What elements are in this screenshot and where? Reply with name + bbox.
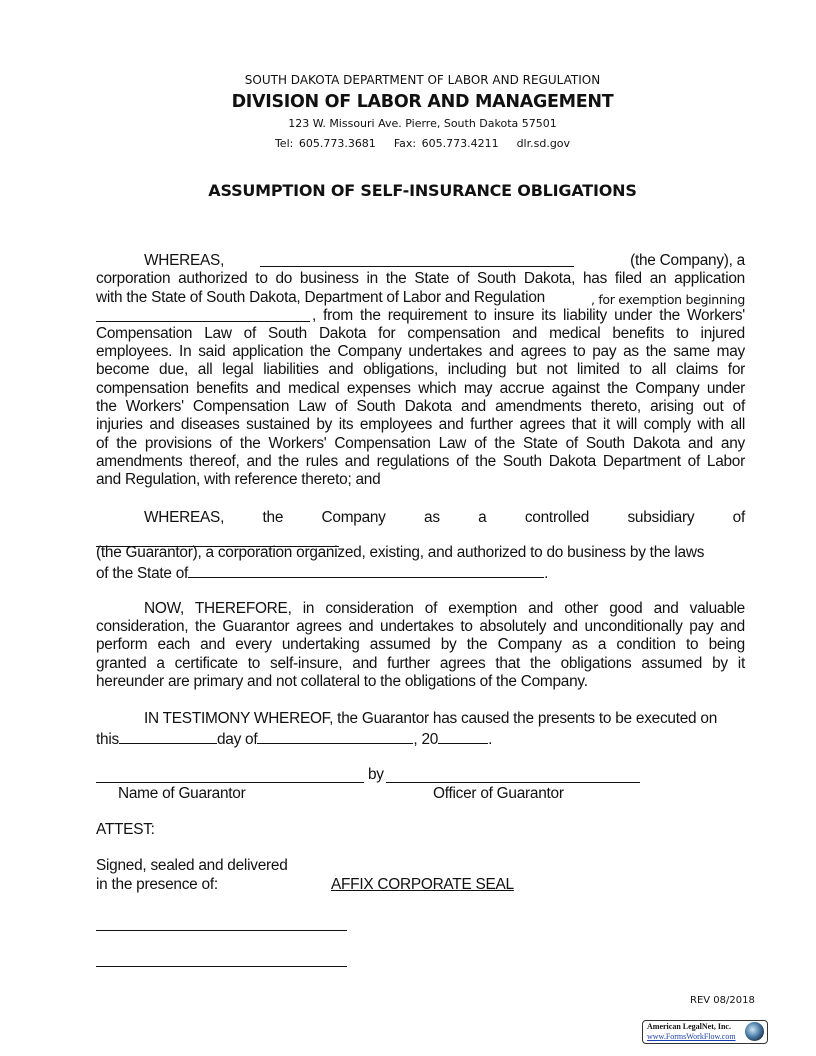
by-label: by [368, 766, 384, 783]
p1-line-10: injuries and diseases sustained by its employees and further agrees that it will comply with all [96, 416, 745, 433]
officer-signature-line[interactable] [386, 782, 640, 783]
p3-line-1: NOW, THEREFORE, in consideration of exemption and other good and valuable [144, 600, 745, 617]
p1-line-7: become due, all legal liabilities and obligations, including but not limited to all claims for [96, 361, 745, 378]
p1-line-3 [96, 289, 745, 307]
p1-line-4 [96, 307, 745, 325]
p1-line-9: the Workers' Compensation Law of South Dakota and amendments thereto, arising out of [96, 398, 745, 415]
p1-line-6: employees. In said application the Company undertakes and agrees to pay as the same may [96, 343, 745, 360]
document-title: ASSUMPTION OF SELF-INSURANCE OBLIGATIONS [208, 181, 637, 200]
p1-line-2: corporation authorized to do business in the State of South Dakota, has filed an application [96, 270, 745, 287]
revision-label: REV 08/2018 [690, 995, 755, 1006]
text: with the State of South Dakota, Department of Labor and Regulation [96, 289, 545, 306]
p1-line-12: amendments thereof, and the rules and regulations of the South Dakota Department of Labor [96, 453, 745, 470]
p2-line-3 [96, 563, 745, 581]
text: . [488, 731, 493, 748]
company-name-field[interactable] [260, 252, 574, 267]
witness-signature-line-1[interactable] [96, 930, 347, 931]
p2-line-1: WHEREAS, the Company as a controlled subsidiary of [144, 509, 745, 526]
month-field[interactable] [257, 729, 413, 744]
p4-line-2 [96, 729, 745, 747]
affix-seal-label: AFFIX CORPORATE SEAL [331, 876, 514, 893]
guarantor-state-field[interactable] [188, 563, 544, 578]
name-of-guarantor-label: Name of Guarantor [118, 785, 246, 802]
exemption-text: , for exemption beginning [590, 292, 745, 307]
text: of the State of [96, 565, 189, 582]
officer-of-guarantor-label: Officer of Guarantor [433, 785, 564, 802]
p4-line-1: IN TESTIMONY WHEREOF, the Guarantor has caused the presents to be executed on [144, 710, 718, 727]
contact-line [0, 137, 816, 150]
p1-line-1 [96, 252, 745, 270]
p1-line-8: compensation benefits and medical expenses which may accrue against the Company under [96, 380, 745, 397]
year-field[interactable] [438, 729, 488, 744]
agency-name: SOUTH DAKOTA DEPARTMENT OF LABOR AND REGULATION [244, 73, 601, 87]
tel: Tel: 605.773.3681 [274, 137, 376, 150]
text: day of [216, 731, 258, 748]
witness-signature-line-2[interactable] [96, 966, 347, 967]
exemption-date-field[interactable] [96, 307, 310, 322]
address: 123 W. Missouri Ave. Pierre, South Dakota 57501 [288, 117, 557, 130]
p1-line-13: and Regulation, with reference thereto; and [96, 471, 381, 488]
p3-line-4: granted a certificate to self-insure, and further agrees that the obligations assumed by it [96, 655, 745, 672]
presence-of-label: in the presence of: [96, 876, 218, 893]
p3-line-3: perform each and every undertaking assumed by the Company as a condition to being [96, 636, 745, 653]
attest-label: ATTEST: [96, 821, 155, 838]
text: , 20 [413, 731, 439, 748]
text: , from the requirement to insure its liability under the Workers' [312, 307, 745, 324]
globe-icon [745, 1022, 764, 1041]
day-field[interactable] [119, 729, 217, 744]
website: dlr.sd.gov [516, 137, 571, 150]
text: this [96, 731, 119, 748]
logo-link[interactable]: www.FormsWorkFlow.com [647, 1032, 736, 1041]
p3-line-5: hereunder are primary and not collateral to the obligations of the Company. [96, 673, 588, 690]
logo-name: American LegalNet, Inc. [647, 1022, 731, 1031]
whereas-label: WHEREAS, [144, 252, 225, 269]
p1-line-5: Compensation Law of South Dakota for compensation and medical benefits to injured [96, 325, 745, 342]
p2-line-2: (the Guarantor), a corporation organized, existing, and authorized to do business by the laws [96, 544, 705, 561]
fax: Fax: 605.773.4211 [393, 137, 499, 150]
american-legalnet-logo [642, 1020, 768, 1044]
text: . [544, 565, 549, 582]
p1-line-11: of the provisions of the Workers' Compensation Law of the State of South Dakota and any [96, 435, 745, 452]
signed-sealed-label: Signed, sealed and delivered [96, 857, 288, 874]
p3-line-2: consideration, the Guarantor agrees and undertakes to absolutely and unconditionally pay and [96, 618, 745, 635]
division-name: DIVISION OF LABOR AND MANAGEMENT [231, 92, 614, 112]
company-label: (the Company), a [630, 252, 745, 269]
guarantor-signature-line[interactable] [96, 782, 364, 783]
